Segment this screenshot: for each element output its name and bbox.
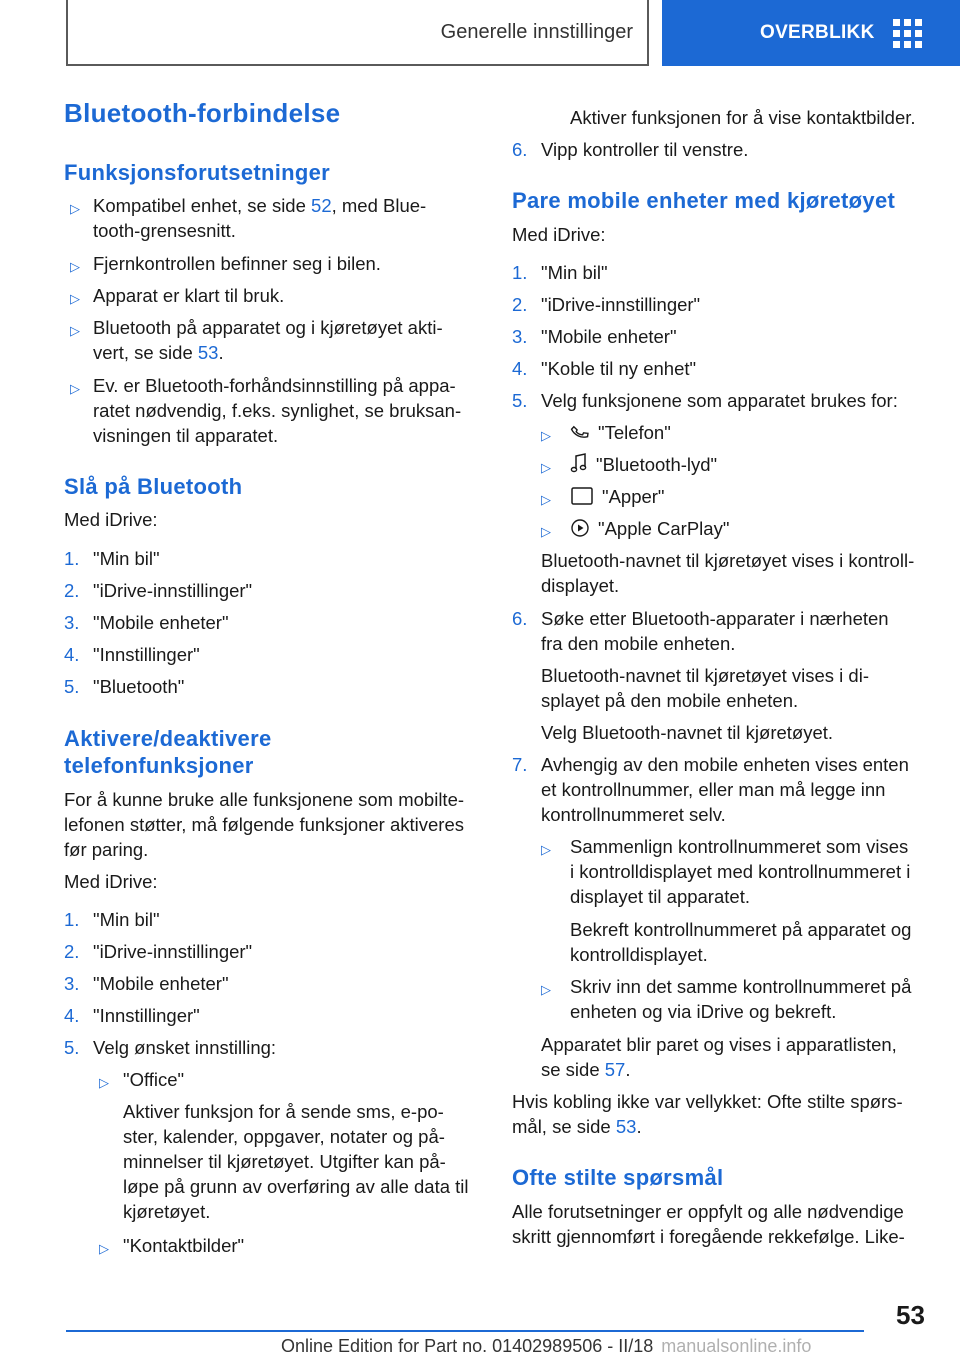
step-number: 1.	[64, 909, 80, 930]
apps-icon	[570, 486, 594, 506]
list-item: Ev. er Bluetooth-forhåndsinnstilling på appa- ratet nødvendig, f.eks. synlighet, se bruksan- visningen til apparatet.	[93, 375, 462, 446]
step-text: "Mobile enheter"	[541, 326, 677, 347]
option-contacts: "Kontaktbilder"	[123, 1235, 245, 1256]
step-text: Vipp kontroller til venstre.	[541, 139, 749, 160]
footer-edition: Online Edition for Part no. 01402989506 - II/18 manualsonline.info	[281, 1336, 812, 1356]
pair-intro: Med iDrive:	[512, 224, 606, 245]
step-text: "Min bil"	[93, 548, 160, 569]
music-note-icon	[570, 452, 588, 474]
bullet-icon: ▷	[99, 1241, 109, 1256]
step-text: Velg funksjonene som apparatet brukes for:	[541, 390, 898, 411]
step-number: 3.	[64, 612, 80, 633]
step-number: 5.	[64, 676, 80, 697]
step-number: 7.	[512, 754, 528, 775]
confirm-note: Bekreft kontrollnummeret på apparatet og kontrolldisplayet.	[570, 919, 912, 965]
bullet-icon: ▷	[541, 982, 551, 997]
page-link[interactable]: 57	[604, 1059, 626, 1080]
step-number: 2.	[512, 294, 528, 315]
step-number: 3.	[512, 326, 528, 347]
step-text: Velg ønsket innstilling:	[93, 1037, 277, 1058]
step-text: "iDrive-innstillinger"	[93, 580, 253, 601]
list-item: Bluetooth på apparatet og i kjøretøyet akti- vert, se side 53.	[93, 317, 443, 363]
bullet-icon: ▷	[70, 201, 80, 216]
watermark: manualsonline.info	[661, 1336, 812, 1356]
step-text: Avhengig av den mobile enheten vises enten et kontrollnummer, eller man må legge inn kontrollnummeret selv.	[541, 754, 909, 825]
activate-intro: Med iDrive:	[64, 871, 158, 892]
footer-divider	[66, 1330, 864, 1332]
prereq-heading: Funksjonsforutsetninger	[64, 160, 331, 185]
step-text: "Min bil"	[93, 909, 160, 930]
section-title: Generelle innstillinger	[440, 20, 633, 43]
page-number: 53	[896, 1300, 925, 1330]
bullet-icon: ▷	[541, 460, 551, 475]
step-number: 6.	[512, 139, 528, 160]
overview-button[interactable]	[662, 0, 960, 66]
step-text: "iDrive-innstillinger"	[93, 941, 253, 962]
paired-note: Apparatet blir paret og vises i apparatlisten, se side 57.	[541, 1034, 897, 1080]
step-text: "Innstillinger"	[93, 1005, 200, 1026]
bullet-icon: ▷	[541, 492, 551, 507]
bullet-icon: ▷	[70, 323, 80, 338]
step-text: "Min bil"	[541, 262, 608, 283]
step-text: "iDrive-innstillinger"	[541, 294, 701, 315]
step-text: "Mobile enheter"	[93, 973, 229, 994]
step-number: 1.	[512, 262, 528, 283]
carplay-icon	[570, 518, 590, 538]
step-text: "Bluetooth"	[93, 676, 185, 697]
pair-heading: Pare mobile enheter med kjøretøyet	[512, 188, 896, 213]
bullet-icon: ▷	[99, 1075, 109, 1090]
page-link[interactable]: 52	[311, 195, 332, 216]
function-telefon: "Telefon"	[570, 420, 671, 445]
list-item: Sammenlign kontrollnummeret som vises i kontrolldisplayet med kontrollnummeret i displayet til apparatet.	[570, 836, 911, 907]
function-carplay: "Apple CarPlay"	[570, 516, 729, 541]
option-office: "Office"	[123, 1069, 185, 1090]
list-item: Apparat er klart til bruk.	[93, 285, 285, 306]
office-description: Aktiver funksjon for å sende sms, e-po- ster, kalender, oppgaver, notater og på- minnelser til kjøretøyet. Utgifter kan på- løpe på grunn av overføring av alle data til kjøretøyet.	[123, 1101, 469, 1222]
step-text: Søke etter Bluetooth-apparater i nærheten fra den mobile enheten.	[541, 608, 889, 654]
step6-note: Bluetooth-navnet til kjøretøyet vises i di- splayet på den mobile enheten.	[541, 665, 869, 711]
bt-on-heading: Slå på Bluetooth	[64, 474, 243, 499]
bullet-icon: ▷	[70, 291, 80, 306]
step-number: 2.	[64, 941, 80, 962]
step-number: 2.	[64, 580, 80, 601]
step-number: 4.	[64, 1005, 80, 1026]
activate-heading: Aktivere/deaktivere telefonfunksjoner	[64, 726, 272, 778]
after-functions-note: Bluetooth-navnet til kjøretøyet vises i kontroll- displayet.	[541, 550, 915, 596]
list-item: Kompatibel enhet, se side 52, med Blue- tooth-grensesnitt.	[93, 195, 427, 241]
faq-heading: Ofte stilte spørsmål	[512, 1165, 724, 1190]
overview-label: OVERBLIKK	[760, 22, 875, 43]
step-text: "Koble til ny enhet"	[541, 358, 697, 379]
failed-note: Hvis kobling ikke var vellykket: Ofte stilte spørs- mål, se side 53.	[512, 1091, 903, 1137]
step-text: "Innstillinger"	[93, 644, 200, 665]
step-number: 1.	[64, 548, 80, 569]
step-number: 5.	[64, 1037, 80, 1058]
step6-note: Velg Bluetooth-navnet til kjøretøyet.	[541, 722, 834, 743]
activate-paragraph: For å kunne bruke alle funksjonene som mobilte- lefonen støtter, må følgende funksjoner aktiveres før paring.	[64, 789, 465, 860]
bt-on-intro: Med iDrive:	[64, 509, 158, 530]
page-link[interactable]: 53	[615, 1116, 637, 1137]
grid-icon	[893, 19, 922, 48]
function-apps: "Apper"	[570, 484, 665, 509]
faq-paragraph: Alle forutsetninger er oppfylt og alle nødvendige skritt gjennomført i foregående rekkefølge. Like-	[512, 1201, 905, 1247]
page-link[interactable]: 53	[197, 342, 219, 363]
step-number: 5.	[512, 390, 528, 411]
bullet-icon: ▷	[541, 842, 551, 857]
bullet-icon: ▷	[541, 428, 551, 443]
step-number: 6.	[512, 608, 528, 629]
contacts-description: Aktiver funksjonen for å vise kontaktbilder.	[570, 107, 916, 128]
step-text: "Mobile enheter"	[93, 612, 229, 633]
step-number: 3.	[64, 973, 80, 994]
page-title: Bluetooth-forbindelse	[64, 98, 341, 128]
section-tab	[66, 0, 649, 66]
list-item: Skriv inn det samme kontrollnummeret på enheten og via iDrive og bekreft.	[570, 976, 912, 1022]
bullet-icon: ▷	[70, 381, 80, 396]
bullet-icon: ▷	[541, 524, 551, 539]
phone-icon	[570, 422, 590, 442]
step-number: 4.	[512, 358, 528, 379]
function-bluetooth-audio: "Bluetooth-lyd"	[570, 452, 717, 477]
bullet-icon: ▷	[70, 259, 80, 274]
list-item: Fjernkontrollen befinner seg i bilen.	[93, 253, 381, 274]
step-number: 4.	[64, 644, 80, 665]
